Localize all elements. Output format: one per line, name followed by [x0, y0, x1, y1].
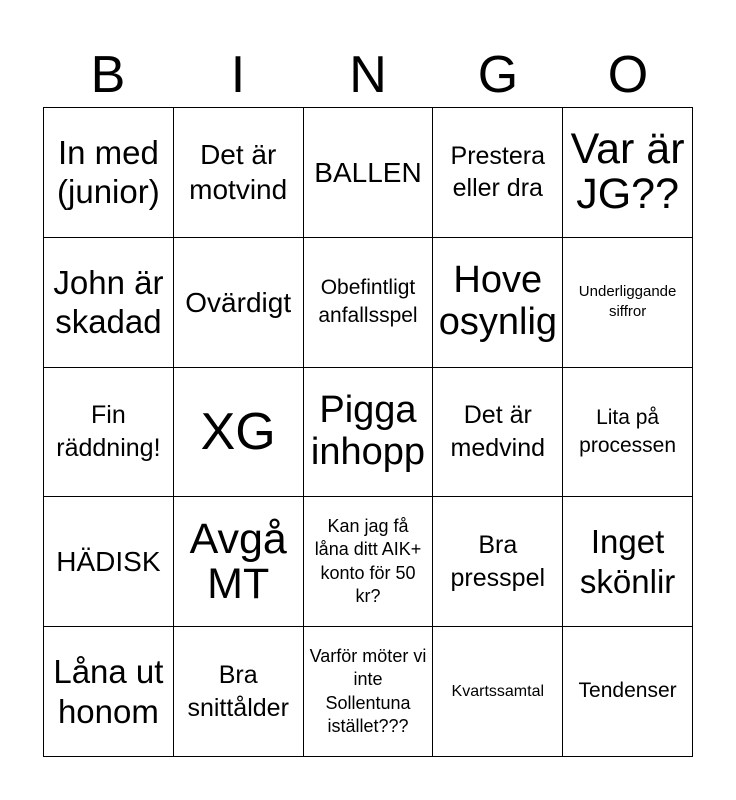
bingo-cell-r2-c2[interactable] [174, 238, 304, 368]
bingo-cell-r1-c3[interactable] [304, 108, 434, 238]
cell-text: Pigga inhopp [310, 389, 426, 473]
bingo-cell-r3-c4[interactable] [433, 368, 563, 498]
cell-text: Inget skönlir [579, 523, 676, 600]
cell-text: Ovärdigt [185, 286, 292, 318]
cell-text: Låna ut honom [53, 653, 164, 730]
cell-text: BALLEN [314, 156, 422, 188]
bingo-cell-r2-c4[interactable] [433, 238, 563, 368]
header-letter-i: I [230, 46, 246, 104]
bingo-header [43, 44, 693, 106]
bingo-cell-r1-c2[interactable] [174, 108, 304, 238]
bingo-cell-r1-c1[interactable] [44, 108, 174, 238]
cell-text: HÄDISK [56, 546, 161, 578]
cell-text: Lita på processen [579, 405, 677, 457]
header-letter-g: G [477, 46, 519, 104]
bingo-cell-r5-c5[interactable] [563, 627, 693, 757]
header-letter-n: N [349, 46, 387, 104]
header-letter-o: O [607, 46, 649, 104]
cell-text: XG [200, 402, 276, 461]
cell-text: Var är JG?? [570, 125, 685, 219]
cell-text: Obefintligt anfallsspel [318, 275, 418, 328]
cell-text: Det är motvind [189, 139, 288, 206]
bingo-cell-r2-c1[interactable] [44, 238, 174, 368]
bingo-cell-r4-c1[interactable] [44, 497, 174, 627]
cell-text: Prestera eller dra [450, 141, 546, 203]
bingo-cell-r4-c4[interactable] [433, 497, 563, 627]
cell-text: Hove osynlig [438, 259, 558, 344]
bingo-cell-r4-c3[interactable] [304, 497, 434, 627]
bingo-cell-r2-c3[interactable] [304, 238, 434, 368]
cell-text: Varför möter vi inte Sollentuna istället??? [309, 645, 427, 736]
bingo-cell-r1-c4[interactable] [433, 108, 563, 238]
cell-text: In med (junior) [57, 133, 160, 211]
cell-text: Bra presspel [450, 531, 546, 592]
bingo-cell-r4-c5[interactable] [563, 497, 693, 627]
cell-text: Kvartssamtal [451, 682, 545, 700]
bingo-cell-r1-c5[interactable] [563, 108, 693, 238]
cell-text: Fin räddning! [56, 401, 161, 462]
bingo-cell-r3-c3[interactable] [304, 368, 434, 498]
cell-text: Tendenser [578, 679, 677, 703]
bingo-cell-r5-c3[interactable] [304, 627, 434, 757]
bingo-grid [43, 107, 693, 757]
cell-text: Bra snittålder [187, 661, 289, 722]
header-letter-b: B [90, 46, 126, 104]
bingo-cell-r5-c2[interactable] [174, 627, 304, 757]
cell-text: John är skadad [53, 263, 164, 341]
bingo-cell-r5-c1[interactable] [44, 627, 174, 757]
cell-text: Kan jag få låna ditt AIK+ konto för 50 kr? [314, 516, 422, 607]
bingo-cell-r2-c5[interactable] [563, 238, 693, 368]
cell-text: Det är medvind [450, 401, 546, 462]
bingo-cell-r3-c2[interactable] [174, 368, 304, 498]
bingo-cell-r3-c1[interactable] [44, 368, 174, 498]
bingo-cell-r4-c2[interactable] [174, 497, 304, 627]
bingo-cell-r5-c4[interactable] [433, 627, 563, 757]
cell-text: Underliggande siffror [578, 282, 677, 321]
cell-text: Avgå MT [189, 514, 287, 608]
bingo-cell-r3-c5[interactable] [563, 368, 693, 498]
